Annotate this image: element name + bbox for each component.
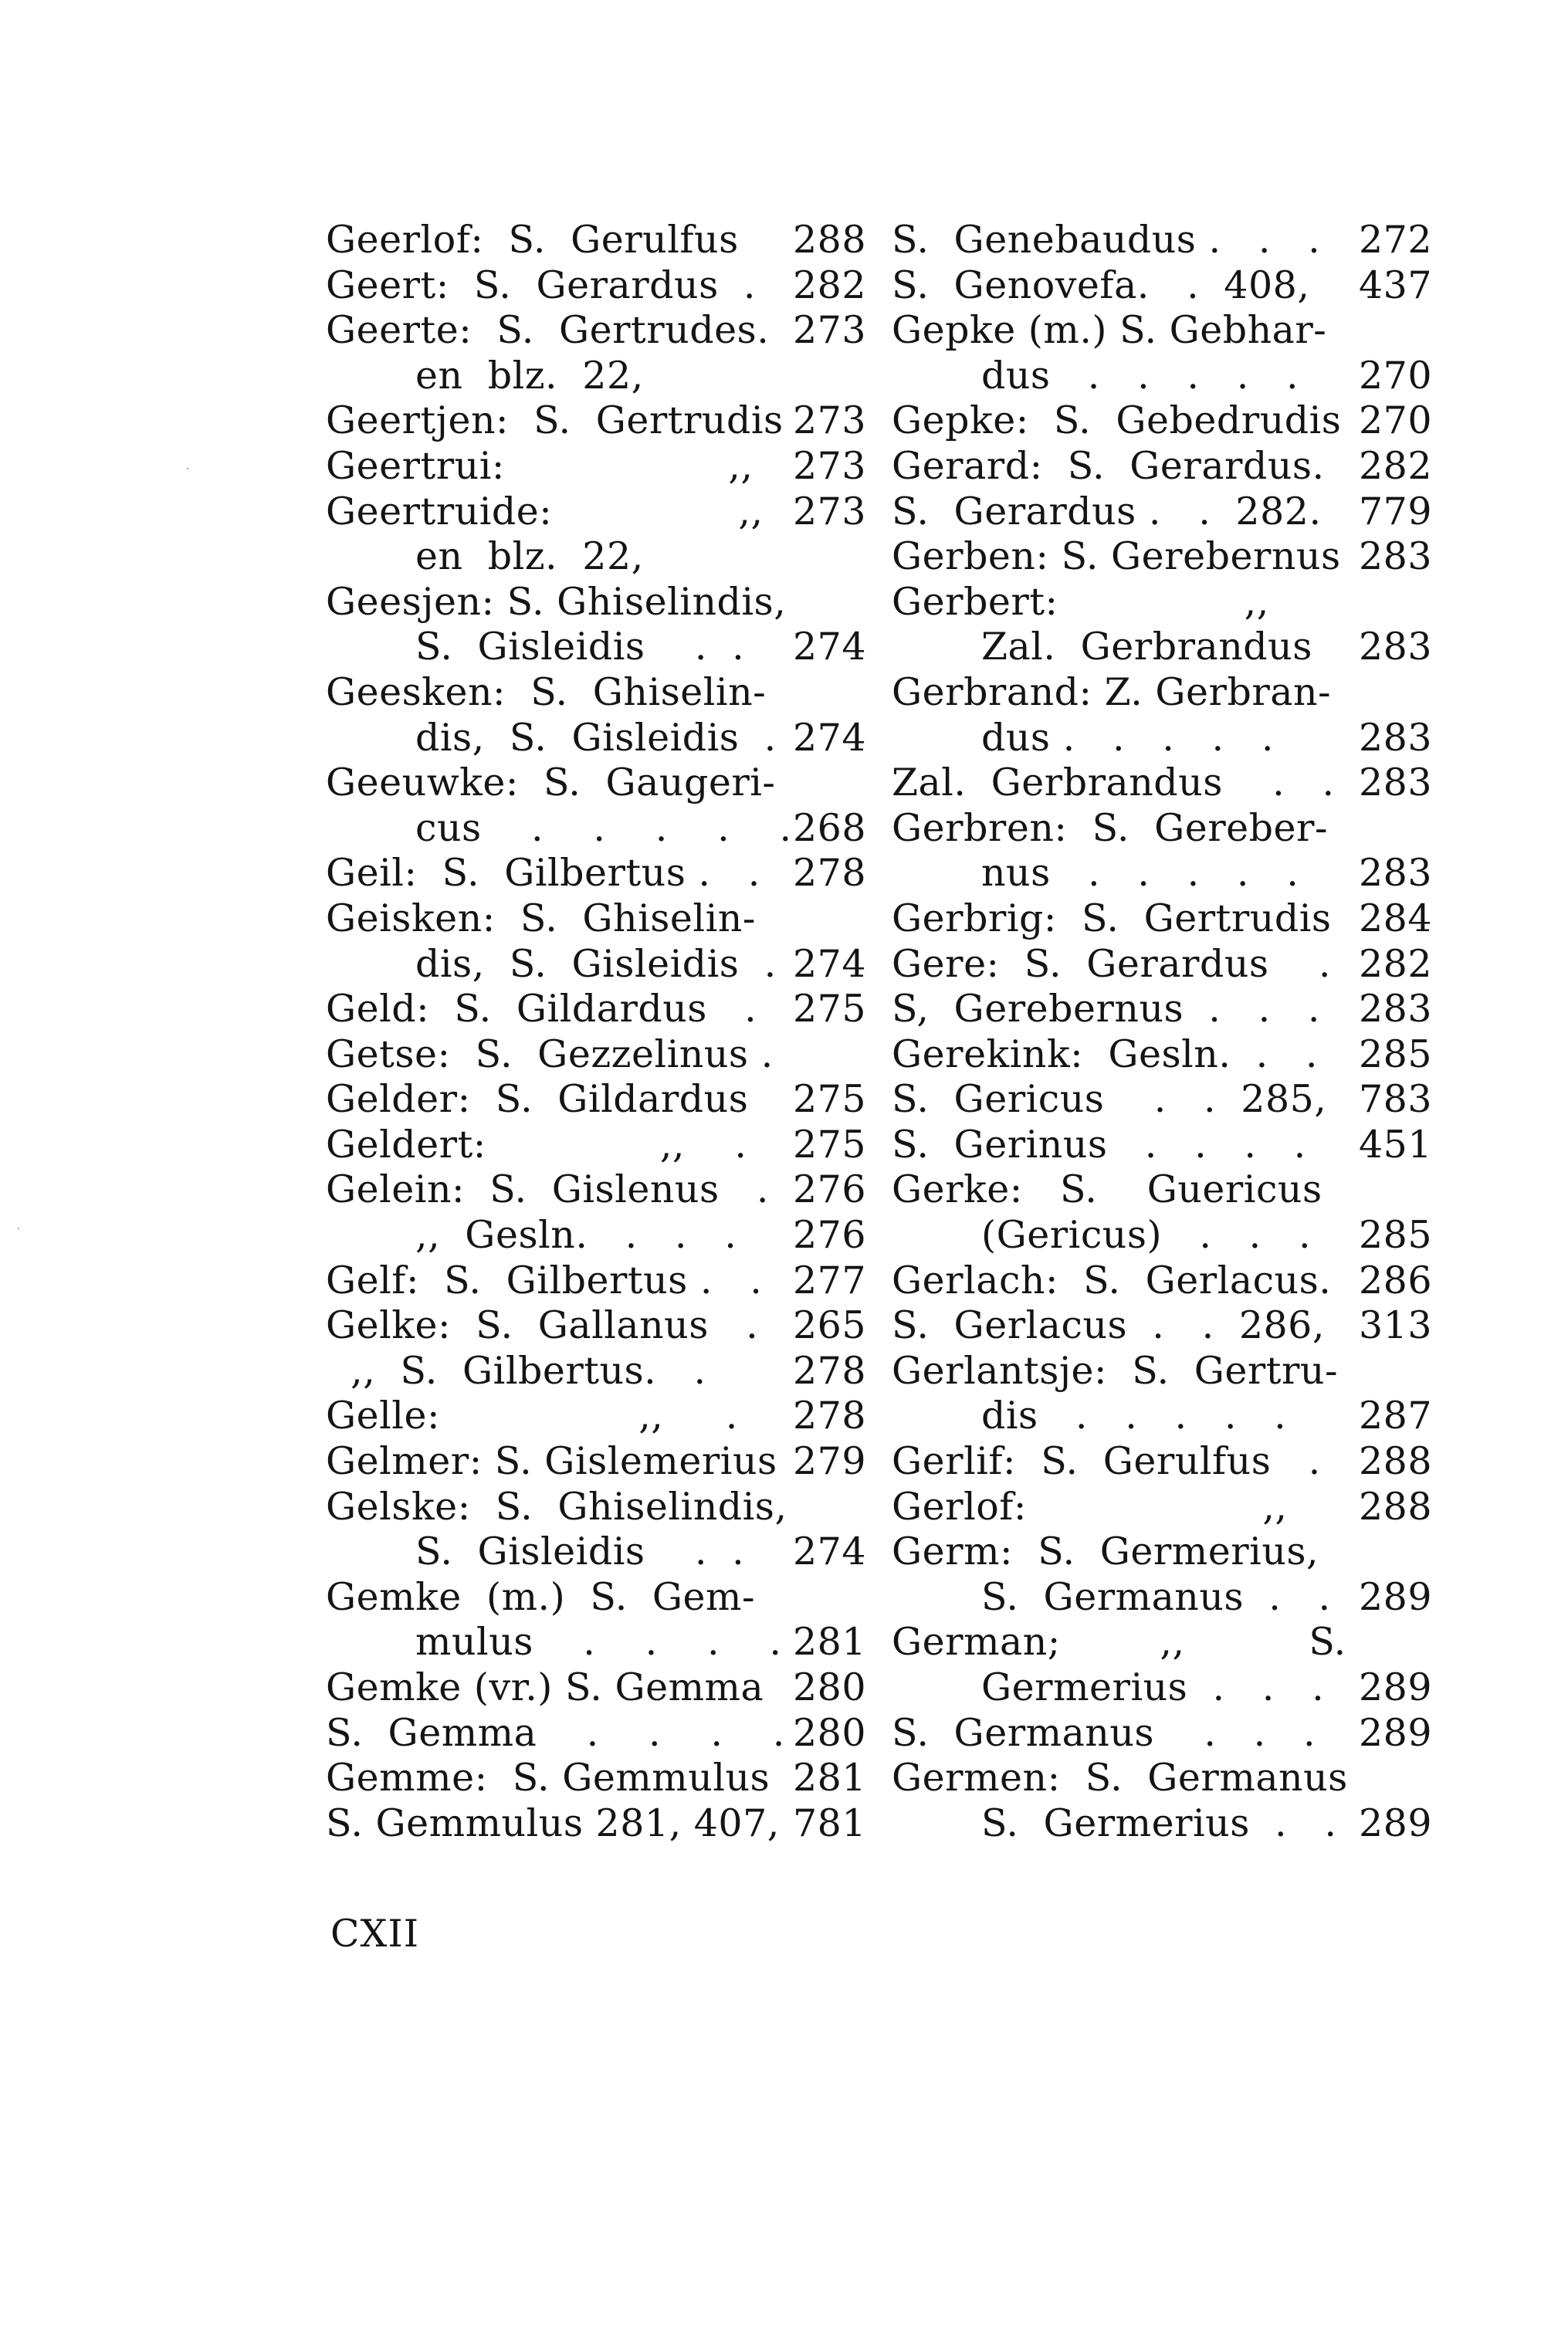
index-entry-page-number: 289 — [1358, 1574, 1432, 1619]
index-entry-text: Geil: S. Gilbertus . . — [326, 851, 760, 896]
index-entry — [892, 942, 1432, 987]
index-entry-text: cus . . . . . — [415, 805, 792, 850]
index-entry-text: Geerlof: S. Gerulfus — [326, 218, 739, 262]
index-entry-page-number: 273 — [792, 489, 866, 534]
index-entry-text: Gerlof: ,, — [892, 1484, 1288, 1529]
index-entry — [326, 896, 866, 942]
index-entry-page-number: 275 — [792, 987, 866, 1032]
index-entry-page-number: 277 — [792, 1258, 866, 1303]
index-entry-text: S. Gerardus . . 282. — [892, 489, 1322, 534]
index-entry — [892, 851, 1432, 896]
index-entry — [326, 987, 866, 1032]
index-entry — [892, 444, 1432, 490]
index-entry-text: S. Germanus . . . — [892, 1710, 1316, 1755]
index-entry-text: S. Germerius . . — [981, 1801, 1337, 1845]
index-entry-page-number: 279 — [792, 1439, 866, 1484]
index-entry-text: Gemme: S. Gemmulus — [326, 1756, 770, 1801]
index-entry-page-number: 274 — [792, 941, 866, 986]
index-entry-text: Gerbren: S. Gereber- — [892, 805, 1329, 850]
index-entry-page-number: 284 — [1358, 896, 1432, 940]
index-entry — [892, 1485, 1432, 1530]
index-entry-text: Gelf: S. Gilbertus . . — [326, 1258, 763, 1303]
index-entry — [892, 1756, 1432, 1801]
index-entry — [326, 1394, 866, 1439]
index-entry — [326, 851, 866, 896]
index-entry — [326, 1756, 866, 1801]
index-entry — [892, 1665, 1432, 1711]
index-entry-text: en blz. 22, — [415, 353, 644, 398]
index-entry-text: Gerbrand: Z. Gerbran- — [892, 669, 1332, 714]
index-entry-text: S. Gisleidis . . — [415, 625, 745, 669]
index-entry-text: Geesjen: S. Ghiselindis, — [326, 579, 787, 624]
index-entry-text: Gerekink: Gesln. . . — [892, 1032, 1318, 1076]
index-entry — [326, 1575, 866, 1621]
index-entry — [892, 987, 1432, 1032]
index-entry-page-number: 283 — [1358, 761, 1432, 805]
index-entry-text: Gemke (m.) S. Gem- — [326, 1574, 756, 1619]
index-entry — [326, 942, 866, 987]
index-entry-text: dus . . . . . — [981, 353, 1299, 398]
index-entry — [892, 1303, 1432, 1349]
index-entry-text: Zal. Gerbrandus . . — [892, 761, 1335, 805]
index-entry-text: dis, S. Gisleidis . — [415, 941, 777, 986]
index-entry-text: ,, S. Gilbertus. . — [326, 1348, 706, 1393]
paper-speck — [187, 468, 188, 469]
paper-speck — [18, 1228, 19, 1229]
index-entry-text: Geertruide: ,, — [326, 489, 764, 534]
index-entry-page-number: 273 — [792, 443, 866, 488]
index-entry — [326, 354, 866, 399]
index-entry — [326, 1213, 866, 1258]
index-entry-text: Gelske: S. Ghiselindis, — [326, 1484, 787, 1529]
index-entry-text: S. Genebaudus . . . — [892, 218, 1321, 262]
index-entry-text: ,, Gesln. . . . — [415, 1213, 737, 1258]
index-entry — [326, 1620, 866, 1665]
index-entry-page-number: 273 — [792, 308, 866, 353]
index-entry-page-number: 289 — [1358, 1665, 1432, 1709]
index-entry-text: Geisken: S. Ghiselin- — [326, 896, 756, 940]
index-entry-text: S. Gerinus . . . . — [892, 1122, 1306, 1167]
index-entry-page-number: 437 — [1358, 263, 1432, 307]
index-entry-text: Zal. Gerbrandus — [981, 625, 1312, 669]
index-entry-text: S. Gerlacus . . 286, — [892, 1303, 1325, 1348]
index-entry-page-number: 281 — [792, 1756, 866, 1801]
index-entry-page-number: 283 — [1358, 987, 1432, 1032]
index-entry-text: S. Gemmulus 281, 407, — [326, 1801, 780, 1845]
index-entry-text: Geertrui: ,, — [326, 443, 754, 488]
index-entry-text: S. Germanus . . — [981, 1574, 1331, 1619]
index-entry-page-number: 289 — [1358, 1710, 1432, 1755]
index-entry — [892, 1711, 1432, 1756]
index-entry-text: Geerte: S. Gertrudes. — [326, 308, 770, 353]
index-entry-page-number: 278 — [792, 1394, 866, 1438]
index-entry — [326, 1032, 866, 1078]
index-entry-page-number: 278 — [792, 1348, 866, 1393]
index-entry — [892, 1167, 1432, 1213]
index-entry-page-number: 275 — [792, 1077, 866, 1122]
index-entry-page-number: 274 — [792, 715, 866, 760]
index-entry-text: Gerbert: ,, — [892, 579, 1269, 624]
index-entry-page-number: 268 — [792, 805, 866, 850]
index-entry-page-number: 265 — [792, 1303, 866, 1348]
index-entry-text: Germen: S. Germanus — [892, 1756, 1348, 1801]
index-entry-page-number: 283 — [1358, 715, 1432, 760]
index-entry-page-number: 270 — [1358, 398, 1432, 443]
index-entry — [326, 1123, 866, 1168]
index-entry — [892, 670, 1432, 716]
index-entry — [326, 398, 866, 444]
index-entry-text: Gelle: ,, . — [326, 1394, 738, 1438]
index-entry-text: Gerben: S. Gerebernus — [892, 534, 1341, 579]
index-entry-page-number: 282 — [1358, 941, 1432, 986]
index-entry — [326, 534, 866, 580]
index-entry-text: Gere: S. Gerardus . — [892, 941, 1331, 986]
index-entry — [326, 263, 866, 309]
index-entry — [326, 1530, 866, 1575]
index-entry-page-number: 273 — [792, 398, 866, 443]
index-entry — [892, 1439, 1432, 1485]
index-entry-page-number: 781 — [792, 1801, 866, 1845]
index-entry-text: Gepke: S. Gebedrudis — [892, 398, 1342, 443]
index-entry-page-number: 289 — [1358, 1801, 1432, 1845]
index-entry-text: Gelder: S. Gildardus — [326, 1077, 749, 1122]
index-entry-text: Geertjen: S. Gertrudis — [326, 398, 784, 443]
index-entry-text: Gepke (m.) S. Gebhar- — [892, 308, 1327, 353]
index-entry-text: Gerard: S. Gerardus. — [892, 443, 1325, 488]
index-entry-text: Gemke (vr.) S. Gemma — [326, 1665, 764, 1709]
index-entry-page-number: 283 — [1358, 625, 1432, 669]
index-entry — [892, 218, 1432, 263]
index-entry — [326, 1485, 866, 1530]
index-entry-page-number: 270 — [1358, 353, 1432, 398]
index-entry — [326, 670, 866, 716]
index-entry — [892, 1575, 1432, 1621]
index-entry-page-number: 286 — [1358, 1258, 1432, 1303]
index-entry-page-number: 280 — [792, 1710, 866, 1755]
index-entry-text: Geldert: ,, . — [326, 1122, 747, 1167]
index-entry — [326, 625, 866, 670]
index-entry-page-number: 779 — [1358, 489, 1432, 534]
index-entry-page-number: 288 — [1358, 1439, 1432, 1484]
index-entry — [326, 1077, 866, 1123]
index-entry — [326, 1439, 866, 1485]
index-entry — [892, 263, 1432, 309]
index-entry — [326, 1349, 866, 1394]
index-entry — [892, 534, 1432, 580]
index-entry-text: Geeuwke: S. Gaugeri- — [326, 761, 776, 805]
index-entry — [892, 1258, 1432, 1304]
index-entry-page-number: 275 — [792, 1122, 866, 1167]
index-entry-page-number: 276 — [792, 1167, 866, 1212]
index-entry-text: S, Gerebernus . . . — [892, 987, 1320, 1032]
index-column-right — [892, 218, 1432, 1846]
index-entry-text: Gelke: S. Gallanus . — [326, 1303, 759, 1348]
index-entry — [892, 354, 1432, 399]
index-entry-page-number: 280 — [792, 1665, 866, 1709]
index-entry — [326, 1167, 866, 1213]
index-entry-text: Getse: S. Gezzelinus . — [326, 1032, 774, 1076]
index-entry-page-number: 285 — [1358, 1032, 1432, 1076]
index-entry — [326, 1303, 866, 1349]
index-entry-page-number: 288 — [792, 218, 866, 262]
index-entry-page-number: 288 — [1358, 1484, 1432, 1529]
index-entry — [326, 1258, 866, 1304]
index-entry-text: (Gericus) . . . — [981, 1213, 1312, 1258]
index-entry-text: German; ,, S. — [892, 1620, 1346, 1665]
index-entry — [892, 1620, 1432, 1665]
index-entry-page-number: 274 — [792, 1530, 866, 1574]
index-entry — [892, 806, 1432, 852]
index-entry-page-number: 282 — [792, 263, 866, 307]
index-entry-text: en blz. 22, — [415, 534, 644, 579]
index-entry — [892, 625, 1432, 670]
index-entry-text: mulus . . . . — [415, 1620, 782, 1665]
index-entry — [892, 398, 1432, 444]
page-number: CXII — [330, 1912, 420, 1956]
index-entry — [892, 1213, 1432, 1258]
index-entry — [326, 580, 866, 625]
index-entry — [892, 896, 1432, 942]
index-entry-text: dis, S. Gisleidis . — [415, 715, 777, 760]
index-entry — [892, 490, 1432, 535]
index-entry-page-number: 278 — [792, 851, 866, 896]
index-entry — [326, 716, 866, 761]
index-entry-text: Geld: S. Gildardus . — [326, 987, 757, 1032]
index-entry-text: dis . . . . . — [981, 1394, 1287, 1438]
index-entry — [326, 1801, 866, 1847]
index-entry-page-number: 451 — [1358, 1122, 1432, 1167]
index-entry-page-number: 783 — [1358, 1077, 1432, 1122]
index-entry — [892, 716, 1432, 761]
index-entry-page-number: 287 — [1358, 1394, 1432, 1438]
index-entry-page-number: 281 — [792, 1620, 866, 1665]
index-entry-page-number: 313 — [1358, 1303, 1432, 1348]
index-entry-text: Geert: S. Gerardus . — [326, 263, 756, 307]
index-entry-text: Germerius . . . — [981, 1665, 1325, 1709]
index-column-left — [326, 218, 866, 1846]
index-entry-text: nus . . . . . — [981, 851, 1299, 896]
index-entry-text: Gerlantsje: S. Gertru- — [892, 1348, 1339, 1393]
index-entry — [326, 806, 866, 852]
index-entry — [892, 1349, 1432, 1394]
index-entry-text: Gelmer: S. Gislemerius — [326, 1439, 777, 1484]
index-entry — [326, 1665, 866, 1711]
index-entry — [326, 1711, 866, 1756]
index-entry — [892, 1801, 1432, 1847]
index-entry — [326, 761, 866, 806]
index-entry-text: S. Gericus . . 285, — [892, 1077, 1327, 1122]
index-entry-text: S. Genovefa. . 408, — [892, 263, 1310, 307]
index-entry-text: S. Gisleidis . . — [415, 1530, 745, 1574]
index-entry — [326, 308, 866, 354]
index-entry — [892, 1530, 1432, 1575]
index-entry-text: Gerke: S. Guericus — [892, 1167, 1322, 1212]
index-entry — [892, 1123, 1432, 1168]
index-entry-text: Germ: S. Germerius, — [892, 1530, 1319, 1574]
index-entry-page-number: 283 — [1358, 534, 1432, 579]
index-entry — [892, 580, 1432, 625]
index-entry — [892, 761, 1432, 806]
index-entry — [326, 444, 866, 490]
index-entry-text: S. Gemma . . . . — [326, 1710, 785, 1755]
index-entry-page-number: 282 — [1358, 443, 1432, 488]
index-entry-page-number: 272 — [1358, 218, 1432, 262]
index-entry — [326, 490, 866, 535]
index-entry — [326, 218, 866, 263]
index-entry-text: Geesken: S. Ghiselin- — [326, 669, 767, 714]
index-entry-page-number: 285 — [1358, 1213, 1432, 1258]
index-entry-text: Gerlach: S. Gerlacus. — [892, 1258, 1332, 1303]
index-entry — [892, 1032, 1432, 1078]
index-entry — [892, 1394, 1432, 1439]
index-entry — [892, 308, 1432, 354]
index-entry-text: Gerlif: S. Gerulfus . — [892, 1439, 1321, 1484]
index-entry — [892, 1077, 1432, 1123]
index-entry-text: dus . . . . . — [981, 715, 1274, 760]
index-entry-text: Gelein: S. Gislenus . — [326, 1167, 769, 1212]
index-entry-page-number: 283 — [1358, 851, 1432, 896]
index-entry-page-number: 274 — [792, 625, 866, 669]
index-entry-page-number: 276 — [792, 1213, 866, 1258]
index-entry-text: Gerbrig: S. Gertrudis — [892, 896, 1332, 940]
